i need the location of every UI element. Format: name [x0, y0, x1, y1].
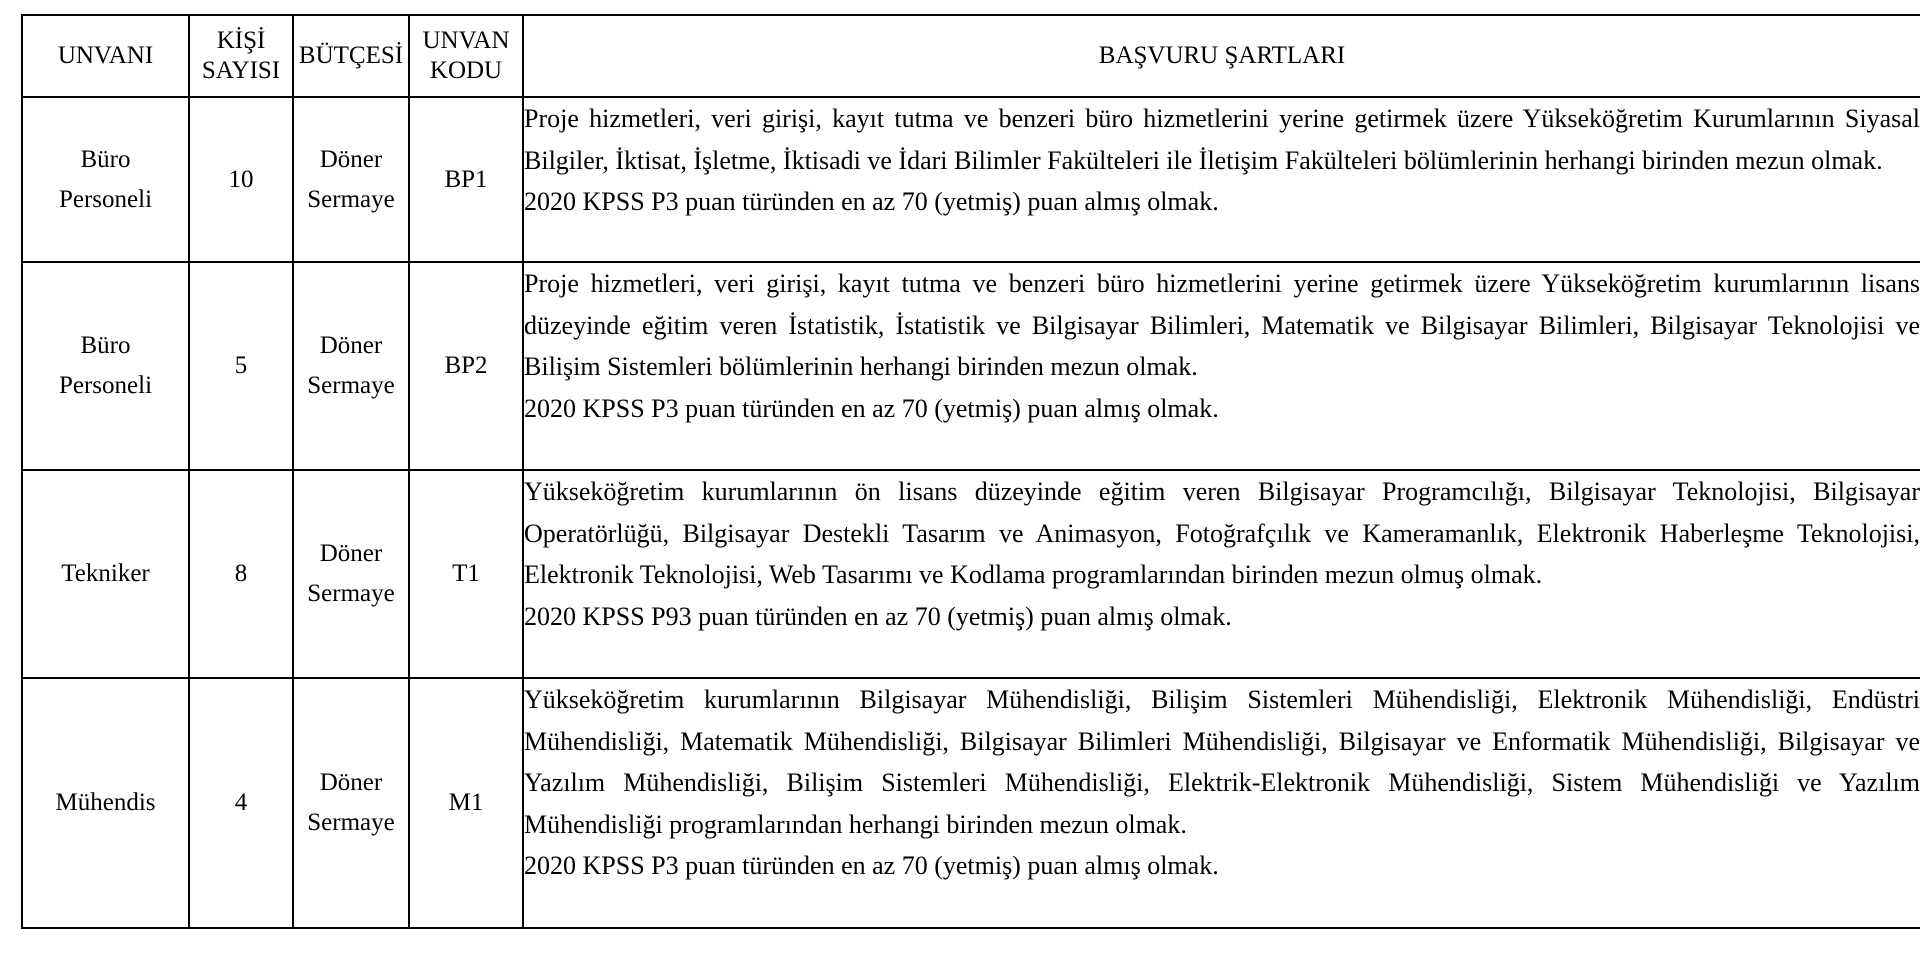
- header-unvani: UNVANI: [22, 15, 189, 97]
- header-basvuru-sartlari: BAŞVURU ŞARTLARI: [523, 15, 1920, 97]
- score-requirement: 2020 KPSS P93 puan türünden en az 70 (yetmiş) puan almış olmak.: [524, 601, 1232, 631]
- cell-basvuru-sartlari: [523, 262, 1920, 470]
- header-kisi-sayisi: KİŞİ SAYISI: [189, 15, 293, 97]
- requirement-text: Proje hizmetleri, veri girişi, kayıt tutma ve benzeri büro hizmetlerini yerine getirmek üzere Yükseköğretim kurumlarının lisans düzeyinde eğitim veren İstatistik, İstatistik ve Bilgisayar Bilimleri, Matematik ve Bilgisayar Bilimleri, Bilgisayar Teknolojisi ve Bilişim Sistemleri bölümlerinin herhangi birinden mezun olmak.: [524, 269, 1920, 381]
- cell-basvuru-sartlari: [523, 97, 1920, 262]
- cell-basvuru-sartlari: [523, 678, 1920, 928]
- cell-unvan: Büro Personeli: [22, 97, 189, 262]
- header-butcesi: BÜTÇESİ: [293, 15, 409, 97]
- requirement-text: Yükseköğretim kurumlarının ön lisans düzeyinde eğitim veren Bilgisayar Programcılığı, Bilgisayar Teknolojisi, Bilgisayar Operatörlüğü, Bilgisayar Destekli Tasarım ve Animasyon, Fotoğrafçılık ve Kameramanlık, Elektronik Haberleşme Teknolojisi, Elektronik Teknolojisi, Web Tasarımı ve Kodlama programlarından birinden mezun olmuş olmak.: [524, 477, 1920, 589]
- table-row: [22, 678, 1920, 928]
- cell-basvuru-sartlari: [523, 470, 1920, 678]
- score-requirement: 2020 KPSS P3 puan türünden en az 70 (yetmiş) puan almış olmak.: [524, 393, 1219, 423]
- table-row: [22, 262, 1920, 470]
- cell-kisi-sayisi: 8: [189, 470, 293, 678]
- requirement-text: Yükseköğretim kurumlarının Bilgisayar Mühendisliği, Bilişim Sistemleri Mühendisliği, Elektronik Mühendisliği, Endüstri Mühendisliği, Matematik Mühendisliği, Bilgisayar Bilimleri Mühendisliği, Bilgisayar ve Enformatik Mühendisliği, Bilgisayar ve Yazılım Mühendisliği, Bilişim Sistemleri Mühendisliği, Elektrik-Elektronik Mühendisliği, Sistem Mühendisliği ve Yazılım Mühendisliği programlarından herhangi birinden mezun olmak.: [524, 685, 1920, 839]
- cell-unvan: Büro Personeli: [22, 262, 189, 470]
- table-row: [22, 470, 1920, 678]
- cell-butce: Döner Sermaye: [293, 678, 409, 928]
- cell-unvan-kodu: BP2: [409, 262, 523, 470]
- job-requirements-table: [21, 14, 1920, 929]
- score-requirement: 2020 KPSS P3 puan türünden en az 70 (yetmiş) puan almış olmak.: [524, 851, 1219, 880]
- table-header-row: [22, 15, 1920, 97]
- cell-kisi-sayisi: 5: [189, 262, 293, 470]
- table-row: [22, 97, 1920, 262]
- cell-unvan: Tekniker: [22, 470, 189, 678]
- score-requirement: 2020 KPSS P3 puan türünden en az 70 (yetmiş) puan almış olmak.: [524, 187, 1219, 216]
- document-page: [21, 14, 1920, 929]
- header-unvan-kodu: UNVAN KODU: [409, 15, 523, 97]
- cell-butce: Döner Sermaye: [293, 262, 409, 470]
- requirement-text: Proje hizmetleri, veri girişi, kayıt tutma ve benzeri büro hizmetlerini yerine getirmek üzere Yükseköğretim Kurumlarının Siyasal Bilgiler, İktisat, İşletme, İktisadi ve İdari Bilimler Fakülteleri ile İletişim Fakülteleri bölümlerinin herhangi birinden mezun olmak.: [524, 104, 1920, 175]
- cell-unvan-kodu: M1: [409, 678, 523, 928]
- cell-unvan-kodu: T1: [409, 470, 523, 678]
- cell-butce: Döner Sermaye: [293, 470, 409, 678]
- cell-unvan: Mühendis: [22, 678, 189, 928]
- cell-kisi-sayisi: 10: [189, 97, 293, 262]
- cell-butce: Döner Sermaye: [293, 97, 409, 262]
- cell-kisi-sayisi: 4: [189, 678, 293, 928]
- cell-unvan-kodu: BP1: [409, 97, 523, 262]
